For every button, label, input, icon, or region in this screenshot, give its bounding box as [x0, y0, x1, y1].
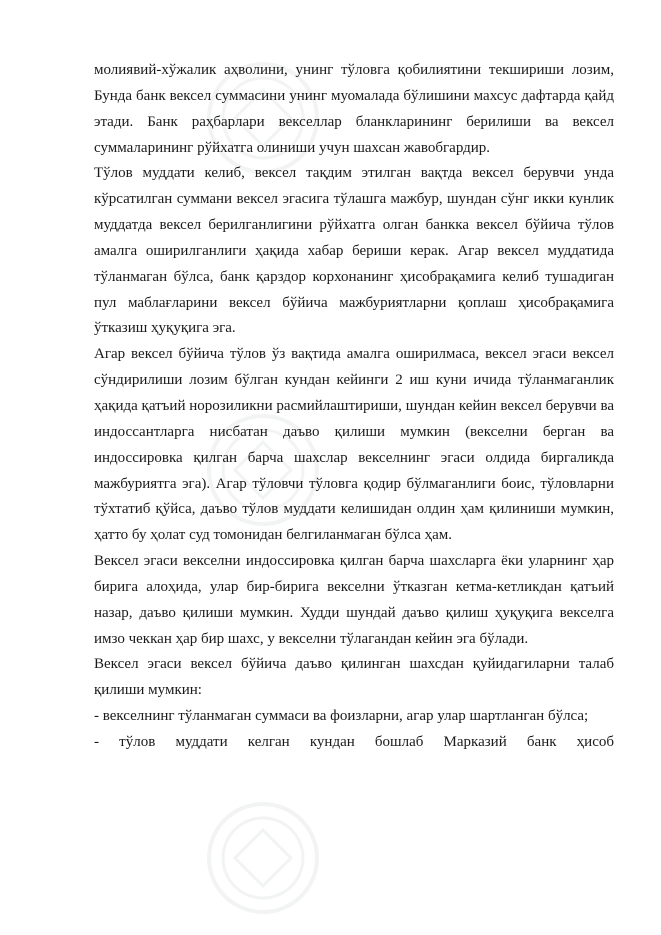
paragraph-claim-rights: Вексел эгаси векселни индоссировка қилган барча шахсларга ёки уларнинг ҳар бирига алоҳида, улар бир-бирига векселни ўтказган кетма-кетликдан қатъий назар, даъво қилиши мумкин. Худди шундай даъво қилиш ҳуқуқига векселга имзо чеккан ҳар бир шахс, у векселни тўлагандан кейин эга бўлади.: [94, 553, 614, 647]
watermark-logo-icon: [205, 800, 321, 916]
paragraph-borrower-check: молиявий-хўжалик аҳволини, унинг тўловга қобилиятини текшириши лозим, Бунда банк вексел суммасини унинг муомалада бўлишини махсус дафтарда қайд этади. Банк раҳбарлари векселлар бланкларининг берилиши ва вексел суммаларининг рўйхатга олиниши учун шахсан жавобгардир.: [94, 62, 614, 156]
paragraph-claim-demands: Вексел эгаси вексел бўйича даъво қилинган шахсдан қуйидагиларни талаб қилиши мумкин:: [94, 656, 614, 699]
list-item: - тўлов муддати келган кундан бошлаб Марказий банк ҳисоб: [94, 733, 614, 750]
list-item: - векселнинг тўланмаган суммаси ва фоизларни, агар улар шартланган бўлса;: [94, 708, 589, 725]
paragraph-payment-term: Тўлов муддати келиб, вексел тақдим этилган вақтда вексел берувчи унда кўрсатилган суммани вексел эгасига тўлашга мажбур, шундан сўнг икки кунлик муддатда вексел берилганлигини рўйхатга олган банкка вексел бўйича тўлов амалга оширилганлиги ҳақида хабар бериши керак. Агар вексел муддатида тўланмаган бўлса, банк қарздор корхонанинг ҳисобрақамига келиб тушадиган пул маблағларини вексел бўйича мажбуриятларни қоплаш ҳисобрақамига ўтказиш ҳуқуқига эга.: [94, 165, 614, 337]
paragraph-protest: Агар вексел бўйича тўлов ўз вақтида амалга оширилмаса, вексел эгаси вексел сўндирилиши лозим бўлган кундан кейинги 2 иш куни ичида тўланмаганлик ҳақида қатъий норозиликни расмийлаштириши, шундан кейин вексел берувчи ва индоссантларга нисбатан даъво қилиши мумкин (векселни берган ва индоссировка қилган барча шахслар векселнинг эгаси олдида биргаликда мажбуриятга эга). Агар тўловчи тўловга қодир бўлмаганлиги боис, тўловларни тўхтатиб қўйса, даъво тўлов муддати келишидан олдин ҳам қилиниши мумкин, ҳатто бу ҳолат суд томонидан белгиланмаган бўлса ҳам.: [94, 346, 614, 544]
document-body: [94, 58, 614, 756]
